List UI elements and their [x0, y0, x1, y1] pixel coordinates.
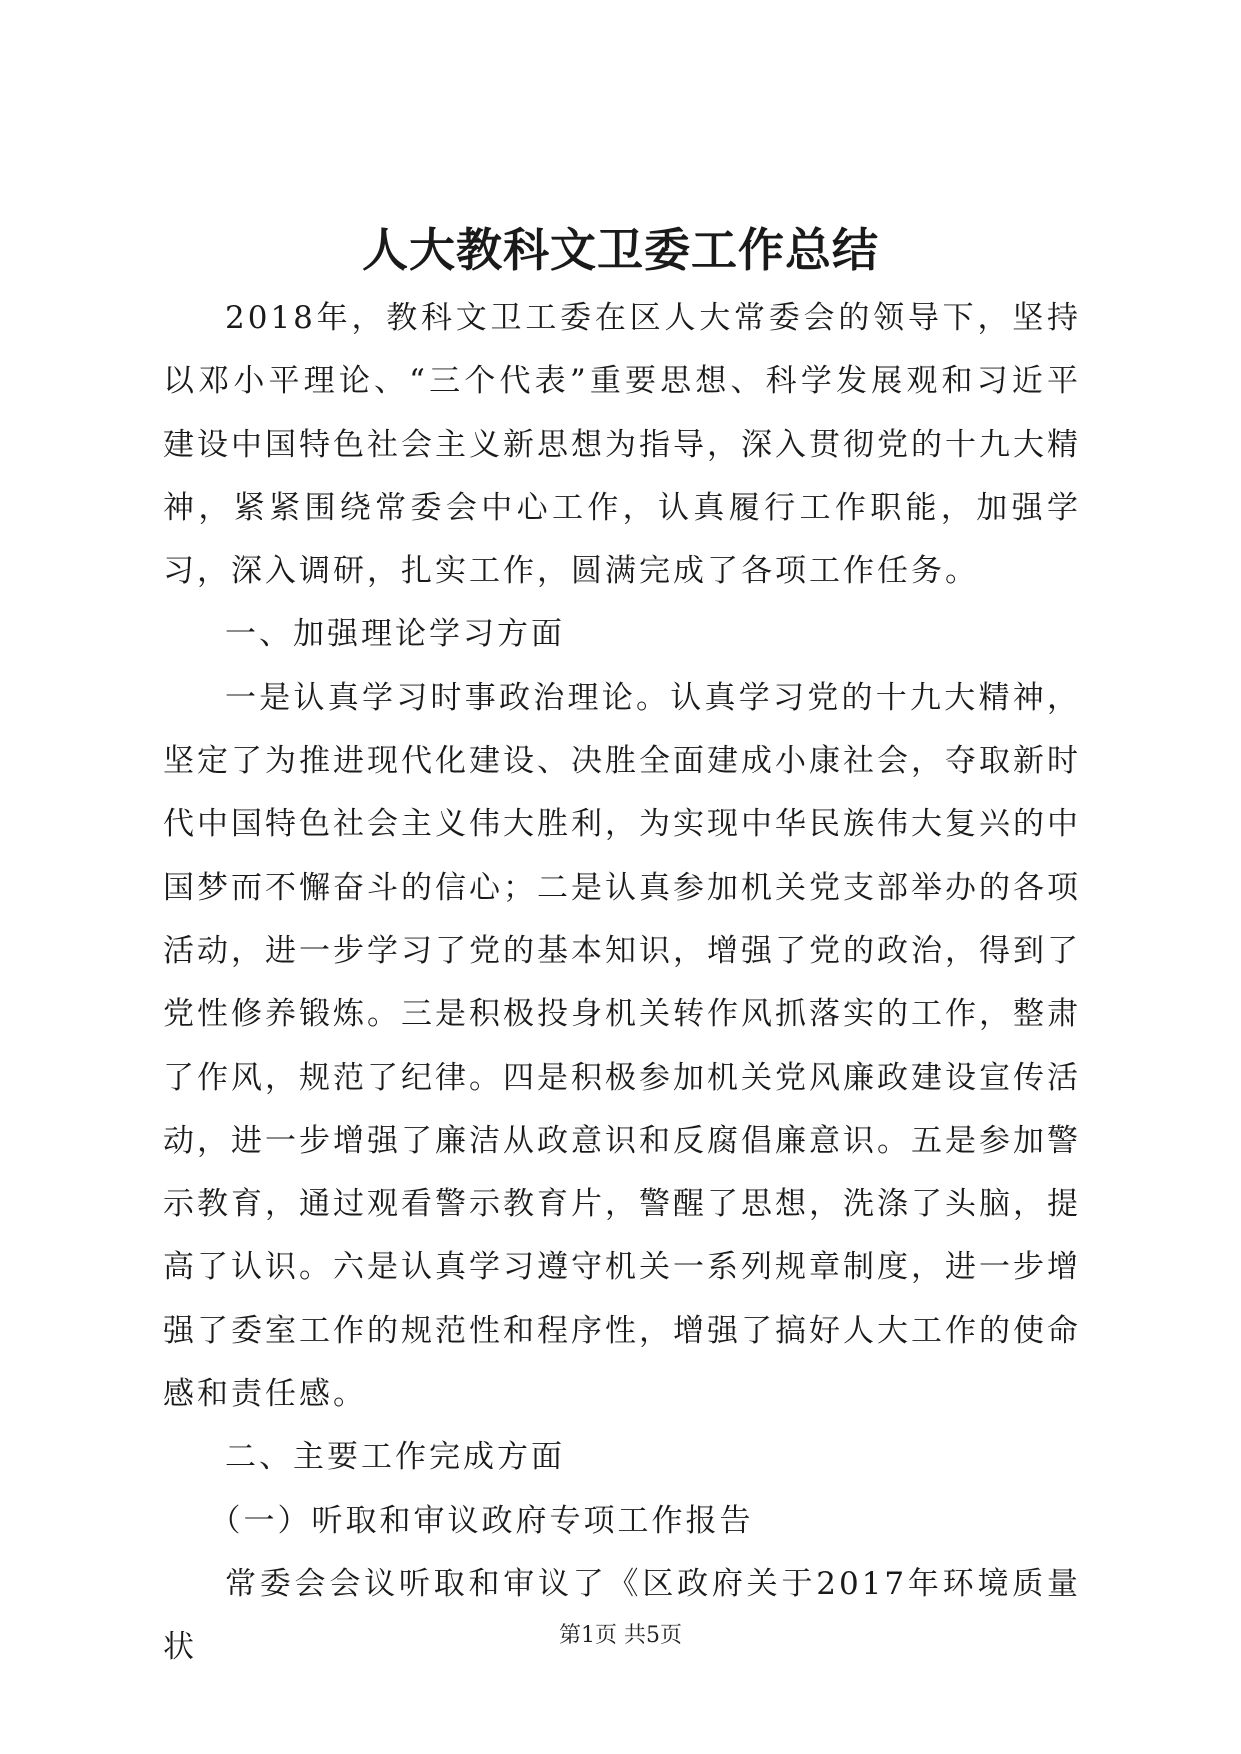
theory-study-paragraph: 一是认真学习时事政治理论。认真学习党的十九大精神，坚定了为推进现代化建设、决胜全面建成小康社会，夺取新时代中国特色社会主义伟大胜利，为实现中华民族伟大复兴的中国梦而不懈奋斗的信心；二是认真参加机关党支部举办的各项活动，进一步学习了党的基本知识，增强了党的政治，得到了党性修养锻炼。三是积极投身机关转作风抓落实的工作，整肃了作风，规范了纪律。四是积极参加机关党风廉政建设宣传活动，进一步增强了廉洁从政意识和反腐倡廉意识。五是参加警示教育，通过观看警示教育片，警醒了思想，洗涤了头脑，提高了认识。六是认真学习遵守机关一系列规章制度，进一步增强了委室工作的规范性和程序性，增强了搞好人大工作的使命感和责任感。 [163, 679, 1081, 1413]
document-body [163, 287, 1081, 1680]
section-heading-1: 一、加强理论学习方面 [225, 616, 565, 653]
section-heading-2: 二、主要工作完成方面 [225, 1439, 565, 1476]
document-title: 人大教科文卫委工作总结 [362, 223, 879, 277]
intro-paragraph: 2018年，教科文卫工委在区人大常委会的领导下，坚持以邓小平理论、“三个代表”重要思想、科学发展观和习近平建设中国特色社会主义新思想为指导，深入贯彻党的十九大精神，紧紧围绕常委会中心工作，认真履行工作职能，加强学习，深入调研，扎实工作，圆满完成了各项工作任务。 [163, 300, 1081, 590]
report-paragraph: 常委会会议听取和审议了《区政府关于2017年环境质量状 [163, 1565, 1081, 1666]
subsection-heading-1: （一）听取和审议政府专项工作报告 [209, 1502, 754, 1539]
page-number-footer: 第1页 共5页 [559, 1623, 682, 1648]
